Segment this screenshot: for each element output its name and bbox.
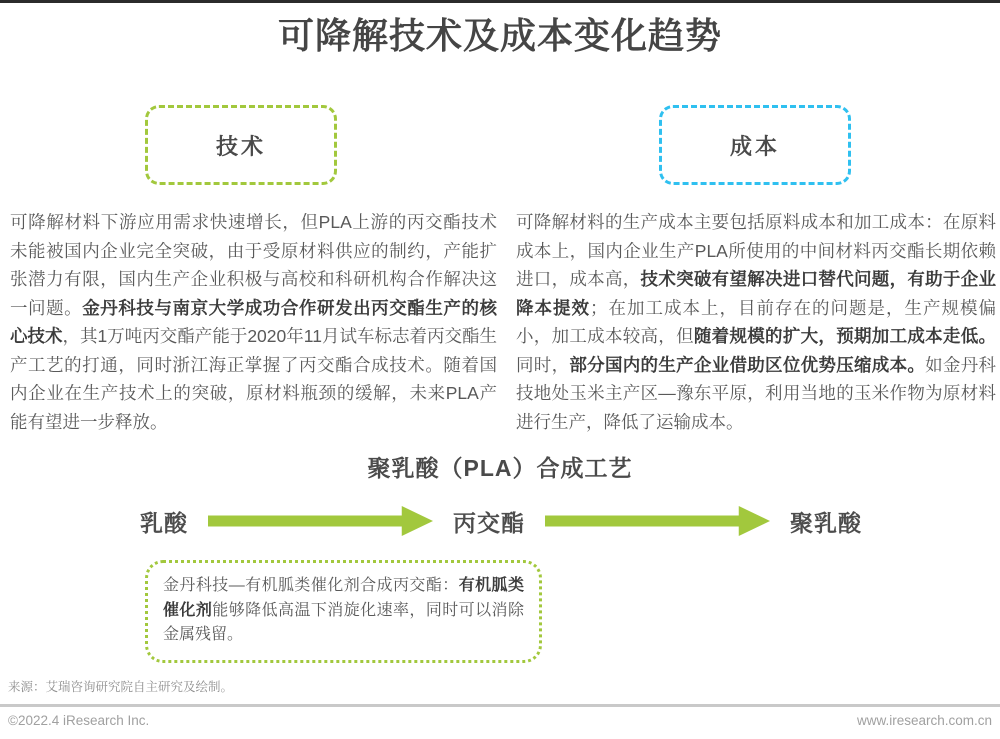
cost-paragraph: 可降解材料的生产成本主要包括原料成本和加工成本：在原料成本上，国内企业生产PLA所使用的中间材料丙交酯长期依赖进口，成本高，技术突破有望解决进口替代问题，有助于企业降本提效；在加工成本上，目前存在的问题是，生产规模偏小，加工成本较高，但随着规模的扩大，预期加工成本走低。同时，部分国内的生产企业借助区位优势压缩成本。如金丹科技地处玉米主产区—豫东平原，利用当地的玉米作物为原材料进行生产，降低了运输成本。 <box>516 212 997 432</box>
technology-tag-label: 技术 <box>215 133 266 159</box>
right-arrow-icon <box>208 505 433 537</box>
website-url: www.iresearch.com.cn <box>856 713 992 728</box>
footer-bar <box>8 713 992 728</box>
page-title: 可降解技术及成本变化趋势 <box>277 15 722 56</box>
copyright-text: ©2022.4 iResearch Inc. <box>8 713 150 728</box>
cost-tag-label: 成本 <box>729 133 780 159</box>
process-step-lactide: 丙交酯 <box>453 509 525 536</box>
process-title: 聚乳酸（PLA）合成工艺 <box>367 455 633 481</box>
source-note: 来源：艾瑞咨询研究院自主研究及绘制。 <box>8 680 234 694</box>
technology-tag-box <box>145 105 337 185</box>
cost-tag-box <box>659 105 851 185</box>
top-border <box>0 0 1000 3</box>
technology-paragraph: 可降解材料下游应用需求快速增长，但PLA上游的丙交酯技术未能被国内企业完全突破，由于受原材料供应的制约，产能扩张潜力有限，国内生产企业积极与高校和科研机构合作解决这一问题。金丹科技与南京大学成功合作研发出丙交酯生产的核心技术，其1万吨丙交酯产能于2020年11月试车标志着丙交酯生产工艺的打通，同时浙江海正掌握了丙交酯合成技术。随着国内企业在生产技术上的突破，原材料瓶颈的缓解，未来PLA产能有望进一步释放。 <box>10 212 498 432</box>
footer-divider <box>0 704 1000 707</box>
process-step-lactic-acid: 乳酸 <box>140 509 188 536</box>
catalyst-note-box: 金丹科技—有机胍类催化剂合成丙交酯：有机胍类催化剂能够降低高温下消旋化速率，同时可以消除金属残留。 <box>145 560 542 663</box>
right-arrow-icon <box>545 505 770 537</box>
process-flow <box>140 500 862 542</box>
process-step-pla: 聚乳酸 <box>790 509 862 536</box>
